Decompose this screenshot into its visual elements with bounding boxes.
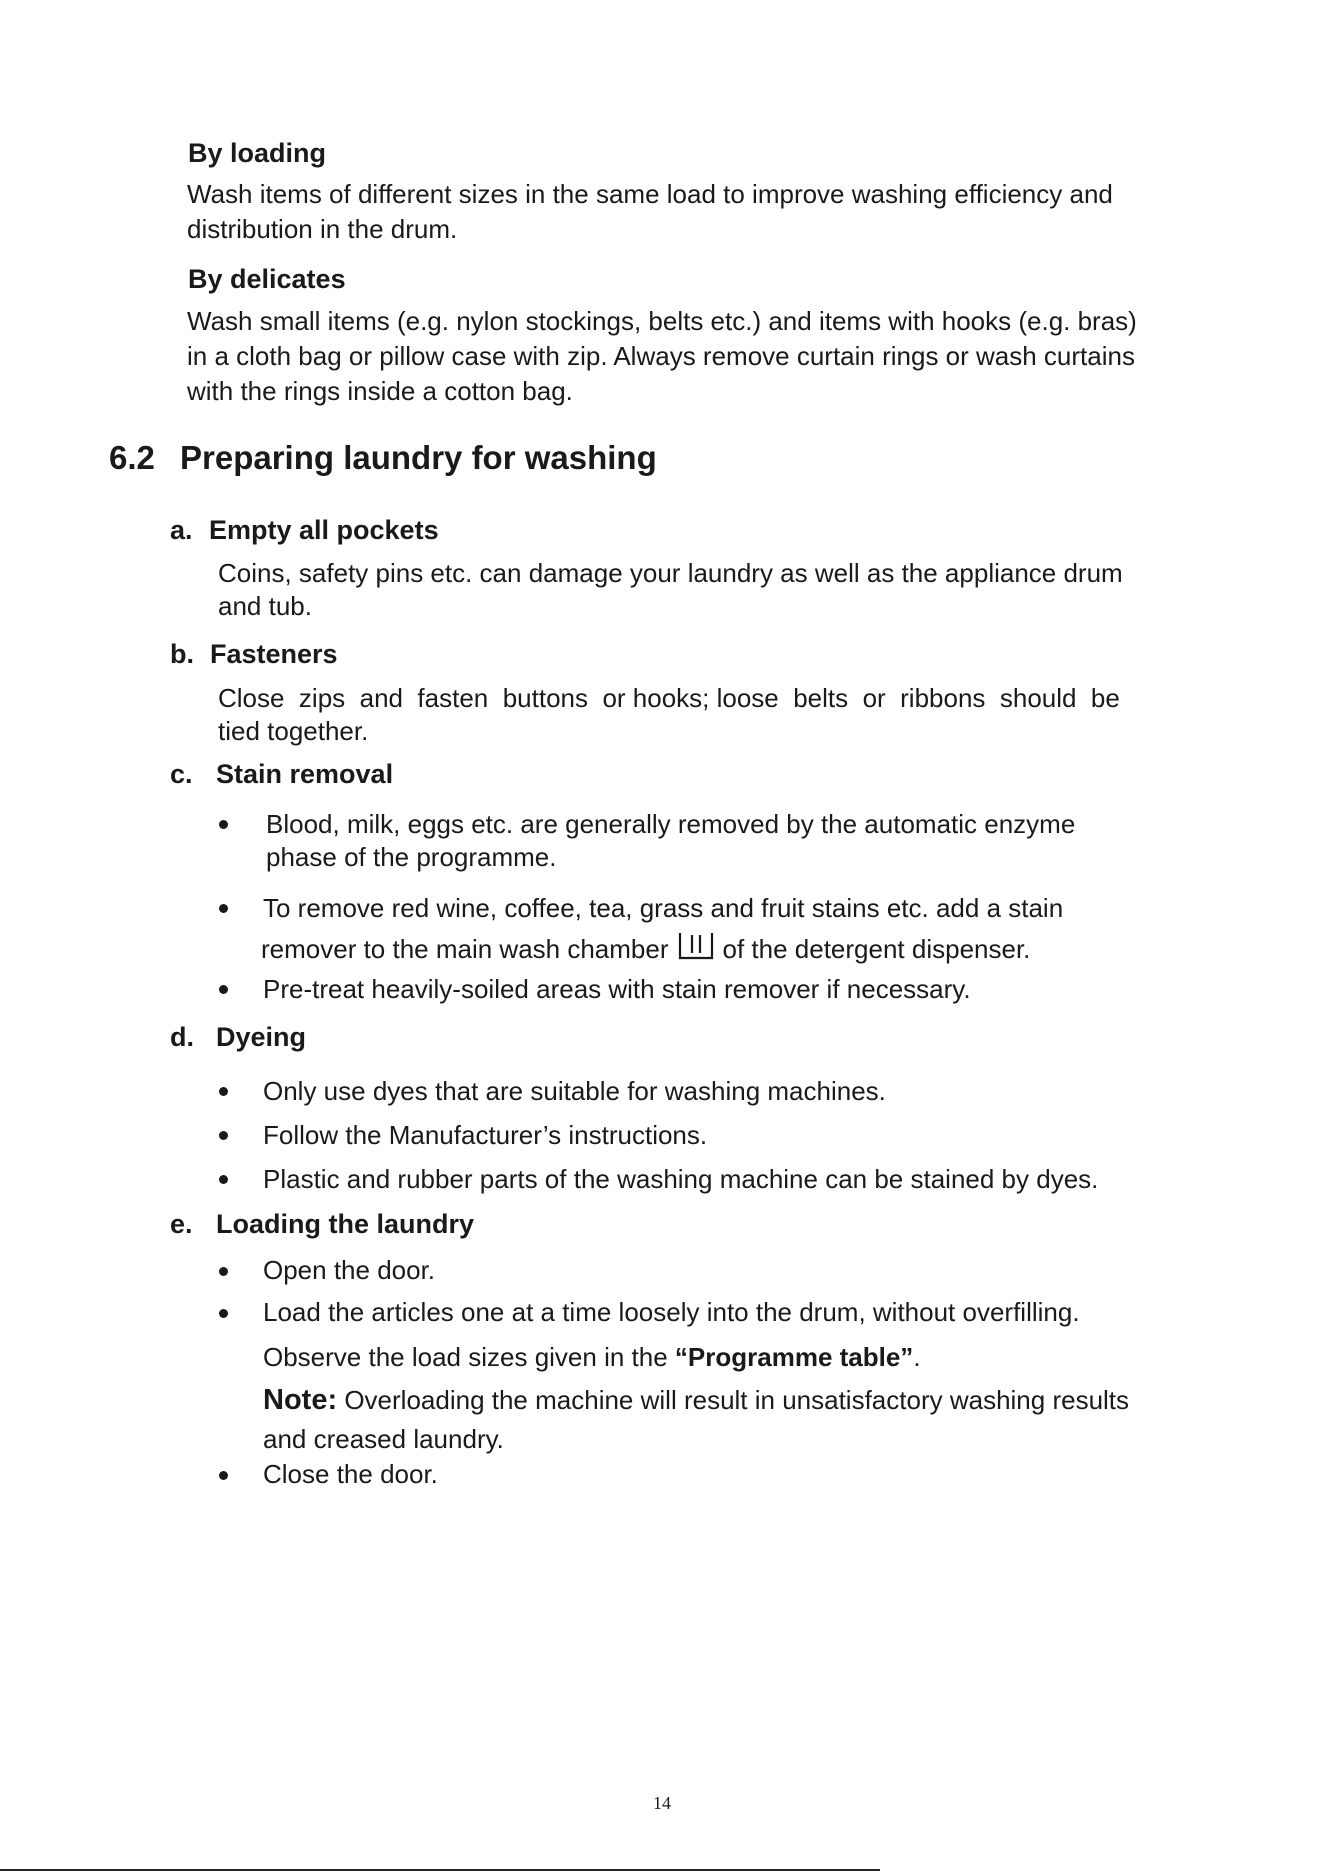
note-line xyxy=(263,1384,1129,1417)
note-label: Note: xyxy=(263,1384,338,1416)
bullet xyxy=(219,985,228,994)
item-d-title: Dyeing xyxy=(216,1022,307,1052)
bottom-rule xyxy=(0,1869,880,1871)
bullet xyxy=(219,1471,228,1480)
item-a-label: a. xyxy=(170,515,193,545)
by-loading-heading: By loading xyxy=(188,138,327,168)
stain-bullet-text-line: Pre-treat heavily-soiled areas with stain remover if necessary. xyxy=(263,974,971,1004)
stain-bullet-text-line: phase of the programme. xyxy=(266,842,557,872)
dye-bullet-text: Follow the Manufacturer’s instructions. xyxy=(263,1120,708,1150)
by-delicates-text-line: Wash small items (e.g. nylon stockings, belts etc.) and items with hooks (e.g. bras) xyxy=(187,306,1137,336)
stain-bullet-text-post: of the detergent dispenser. xyxy=(722,934,1031,964)
main-wash-chamber-icon xyxy=(677,931,715,968)
bullet xyxy=(219,1131,228,1140)
item-e-label: e. xyxy=(170,1209,193,1239)
bullet xyxy=(219,1175,228,1184)
by-delicates-text-line: with the rings inside a cotton bag. xyxy=(187,376,573,406)
item-a-text-line: Coins, safety pins etc. can damage your laundry as well as the appliance drum xyxy=(218,558,1123,588)
bullet xyxy=(219,1267,228,1276)
item-a-text-line: and tub. xyxy=(218,591,312,621)
item-c-title: Stain removal xyxy=(216,759,394,789)
stain-bullet-text-line: To remove red wine, coffee, tea, grass and fruit stains etc. add a stain xyxy=(263,893,1064,923)
bullet xyxy=(219,904,228,913)
observe-text-pre: Observe the load sizes given in the xyxy=(263,1342,675,1372)
item-b-title: Fasteners xyxy=(210,639,338,669)
observe-text-post: . xyxy=(913,1342,921,1372)
load-bullet-text: Load the articles one at a time loosely into the drum, without overfilling. xyxy=(263,1297,1080,1327)
by-delicates-text-line: in a cloth bag or pillow case with zip. Always remove curtain rings or wash curtains xyxy=(187,341,1135,371)
note-line: and creased laundry. xyxy=(263,1424,504,1454)
by-loading-text-line: distribution in the drum. xyxy=(187,214,458,244)
stain-bullet-text-line: Blood, milk, eggs etc. are generally removed by the automatic enzyme xyxy=(266,809,1076,839)
stain-bullet-text-pre: remover to the main wash chamber xyxy=(261,934,669,964)
section-title: Preparing laundry for washing xyxy=(180,439,657,476)
load-bullet-text: Open the door. xyxy=(263,1255,436,1285)
programme-table-reference: “Programme table” xyxy=(674,1342,914,1372)
by-loading-text-line: Wash items of different sizes in the same load to improve washing efficiency and xyxy=(187,179,1113,209)
item-d-label: d. xyxy=(170,1022,194,1052)
load-bullet-text: Close the door. xyxy=(263,1459,438,1489)
page-number: 14 xyxy=(653,1793,671,1813)
dye-bullet-text: Plastic and rubber parts of the washing machine can be stained by dyes. xyxy=(263,1164,1099,1194)
bullet xyxy=(219,820,228,829)
item-b-label: b. xyxy=(170,639,194,669)
bullet xyxy=(219,1087,228,1096)
note-text: Overloading the machine will result in unsatisfactory washing results xyxy=(337,1385,1130,1415)
item-c-label: c. xyxy=(170,759,193,789)
item-e-title: Loading the laundry xyxy=(216,1209,475,1239)
dye-bullet-text: Only use dyes that are suitable for washing machines. xyxy=(263,1076,886,1106)
bullet xyxy=(219,1309,228,1318)
section-number: 6.2 xyxy=(109,439,155,476)
item-b-text-line: tied together. xyxy=(218,716,369,746)
observe-load-sizes-line xyxy=(263,1342,921,1373)
stain-bullet-text-line-with-icon xyxy=(261,931,1030,968)
item-b-text-line: Close zips and fasten buttons or hooks; loose belts or ribbons should be xyxy=(218,683,1120,713)
item-a-title: Empty all pockets xyxy=(209,515,439,545)
by-delicates-heading: By delicates xyxy=(188,264,346,294)
